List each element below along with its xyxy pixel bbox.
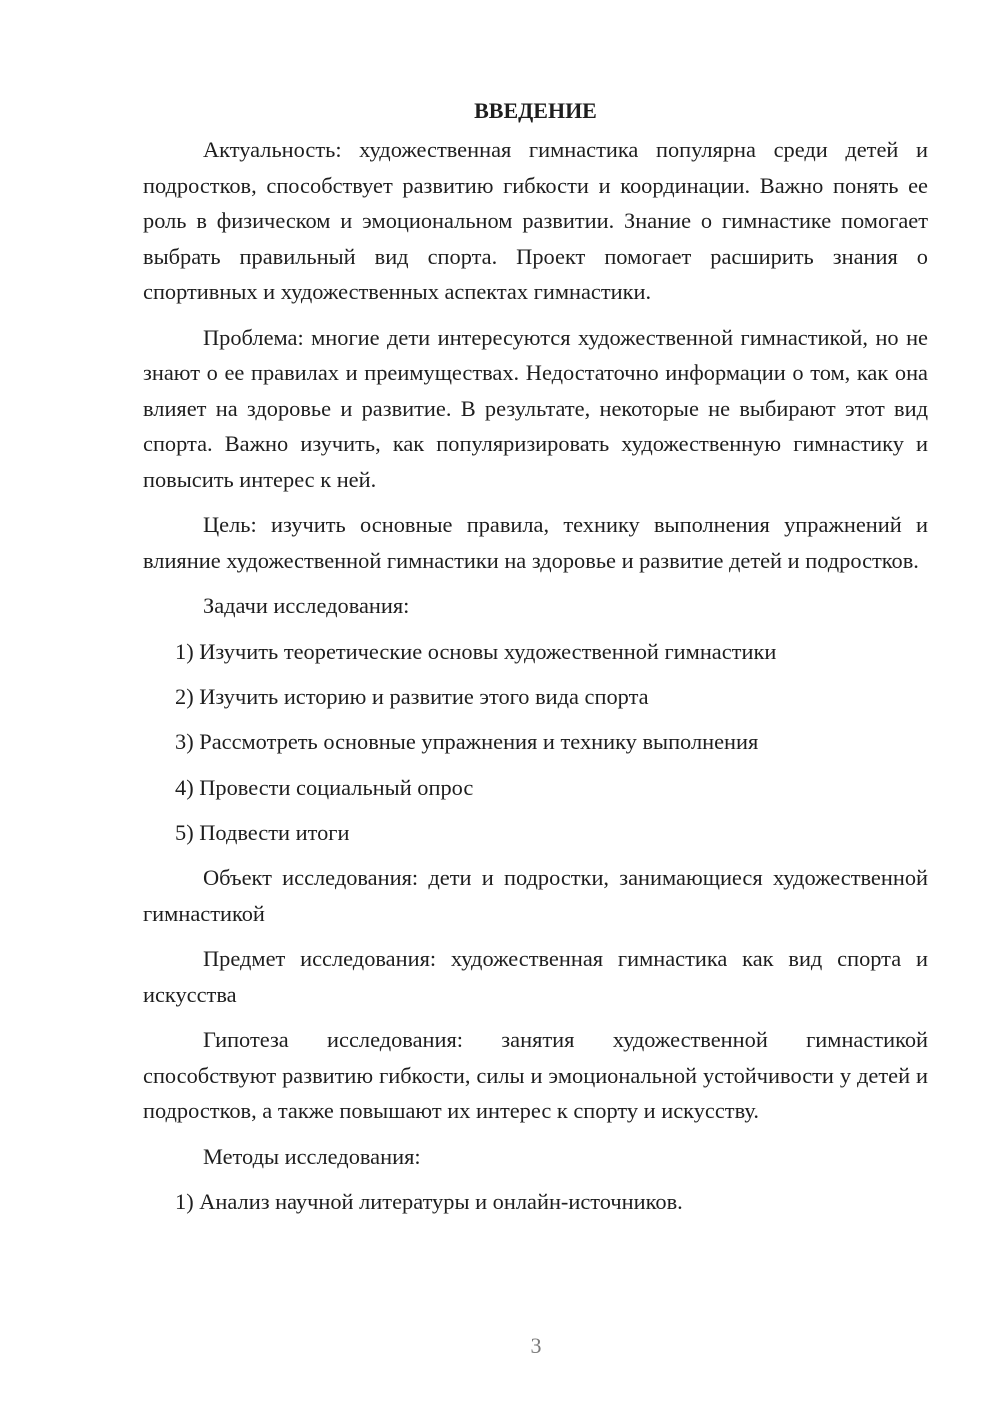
section-title: ВВЕДЕНИЕ [474,98,597,123]
tasks-heading: Задачи исследования: [203,593,410,618]
task-item: 1) Изучить теоретические основы художественной гимнастики [175,638,777,664]
document-body [143,96,928,1230]
problem-paragraph: Проблема: многие дети интересуются художественной гимнастикой, но не знают о ее правилах и преимуществах. Недостаточно информации о том, как она влияет на здоровье и развитие. В результате, некоторые не выбирают этот вид спорта. Важно изучить, как популяризировать художественную гимнастику и повысить интерес к ней. [143,324,928,492]
task-item: 5) Подвести итоги [175,820,350,846]
relevance-paragraph: Актуальность: художественная гимнастика популярна среди детей и подростков, способствует развитию гибкости и координации. Важно понять ее роль в физическом и эмоциональном развитии. Знание о гимнастике помогает выбрать правильный вид спорта. Проект помогает расширить знания о спортивных и художественных аспектах гимнастики. [143,137,928,304]
page-number: 3 [530,1333,542,1358]
subject-paragraph: Предмет исследования: художественная гимнастика как вид спорта и искусства [143,946,928,1007]
task-item: 3) Рассмотреть основные упражнения и технику выполнения [175,729,759,755]
task-item: 4) Провести социальный опрос [175,774,474,800]
hypothesis-paragraph: Гипотеза исследования: занятия художественной гимнастикой способствуют развитию гибкости, силы и эмоциональной устойчивости у детей и подростков, а также повышают их интерес к спорту и искусству. [143,1027,928,1124]
methods-list [143,1184,928,1220]
methods-heading: Методы исследования: [203,1143,421,1169]
tasks-list [143,634,928,851]
method-item: 1) Анализ научной литературы и онлайн-источников. [175,1189,683,1215]
task-item: 2) Изучить историю и развитие этого вида спорта [175,683,649,709]
object-paragraph: Объект исследования: дети и подростки, занимающиеся художественной гимнастикой [143,865,928,926]
goal-paragraph: Цель: изучить основные правила, технику выполнения упражнений и влияние художественной гимнастики на здоровье и развитие детей и подростков. [143,512,928,573]
